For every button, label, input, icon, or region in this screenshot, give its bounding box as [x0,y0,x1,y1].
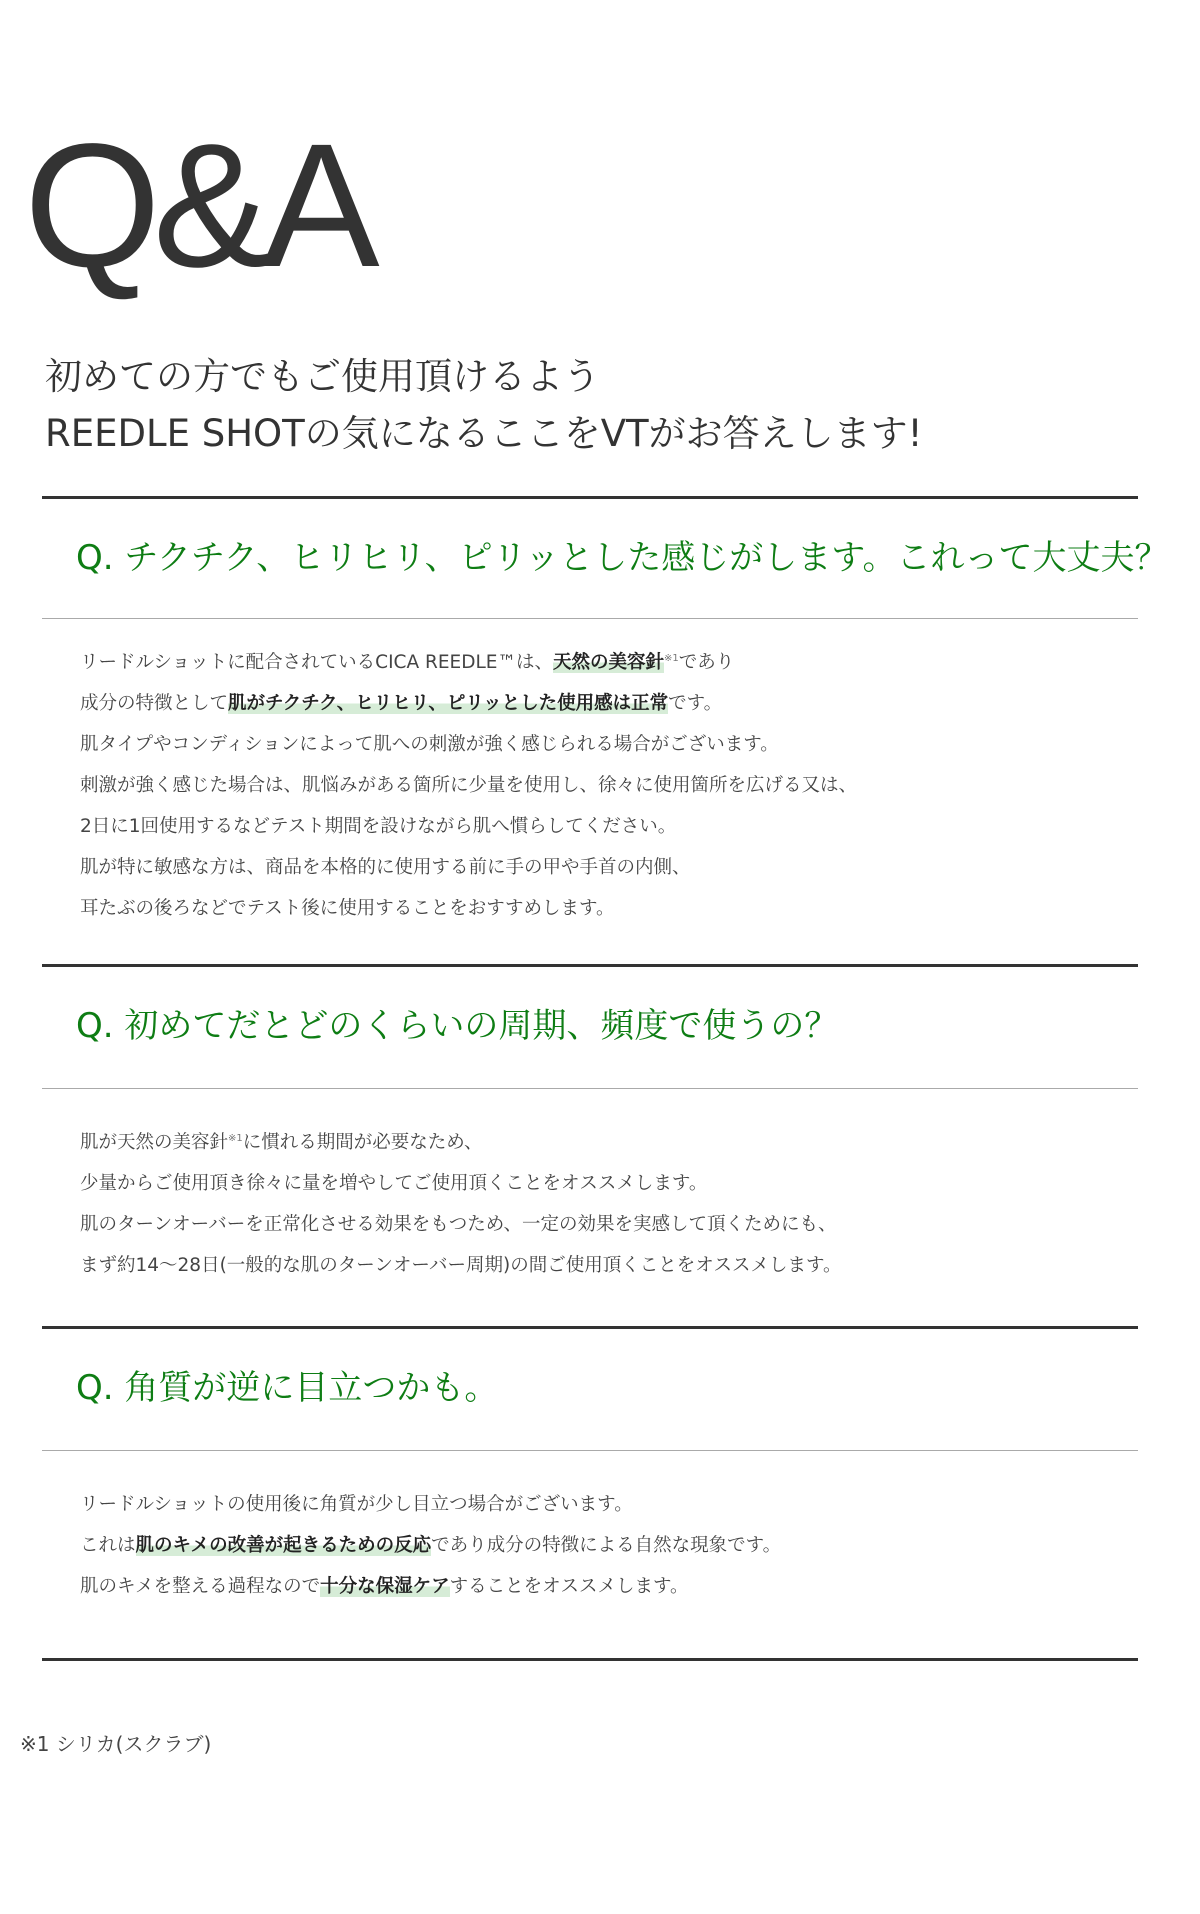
answer-line: まず約14～28日(一般的な肌のターンオーバー周期)の間ご使用頂くことをオススメします。 [80,1255,842,1276]
answer-line: リードルショットに配合されているCICA REEDLE™は、天然の美容針$^{※1}$であり [80,652,735,673]
section-divider [42,496,1138,499]
answer-line: これは肌のキメの改善が起きるための反応であり成分の特徴による自然な現象です。 [80,1535,782,1556]
question-1: Q. チクチク、ヒリヒリ、ピリッとした感じがします。これって大丈夫？ [76,538,1169,578]
answer-highlight: 天然の美容針 [552,652,664,673]
answer-line: 肌タイプやコンディションによって肌への刺激が強く感じられる場合がございます。 [80,734,779,755]
answer-line: 耳たぶの後ろなどでテスト後に使用することをおすすめします。 [80,898,615,919]
answer-line: 少量からご使用頂き徐々に量を増やしてご使用頂くことをオススメします。 [80,1173,708,1194]
answer-highlight: 十分な保湿ケア [320,1576,450,1597]
intro-line-2: REEDLE SHOTの気になるここをVTがお答えします! [45,412,923,455]
question-divider [42,1450,1138,1451]
answer-line: 肌のターンオーバーを正常化させる効果をもつため、一定の効果を実感して頂くためにも、 [80,1214,837,1235]
question-divider [42,1088,1138,1089]
page-title: Q&A [24,108,372,304]
answer-line: リードルショットの使用後に角質が少し目立つ場合がございます。 [80,1494,633,1515]
answer-2 [80,1122,842,1286]
answer-highlight: 肌のキメの改善が起きるための反応 [135,1535,432,1556]
footnote-ref: ※1 [228,1132,243,1144]
section-divider [42,1658,1138,1661]
question-divider [42,618,1138,619]
intro-text [45,348,1145,462]
footnote: ※1 シリカ(スクラブ) [20,1732,212,1756]
section-divider [42,1326,1138,1329]
answer-highlight: 肌がチクチク、ヒリヒリ、ピリッとした使用感は正常 [228,693,669,714]
question-2: Q. 初めてだとどのくらいの周期、頻度で使うの？ [76,1006,839,1046]
footnote-ref: ※1 [664,652,679,664]
question-3: Q. 角質が逆に目立つかも。 [76,1368,499,1408]
answer-1 [80,642,857,929]
answer-line: 刺激が強く感じた場合は、肌悩みがある箇所に少量を使用し、徐々に使用箇所を広げる又は、 [80,775,858,796]
answer-line: 肌が天然の美容針$^{※1}$に慣れる期間が必要なため、 [80,1132,483,1153]
section-divider [42,964,1138,967]
answer-line: 肌のキメを整える過程なので十分な保湿ケアすることをオススメします。 [80,1576,689,1597]
answer-3 [80,1484,781,1607]
answer-line: 2日に1回使用するなどテスト期間を設けながら肌へ慣らしてください。 [80,816,677,837]
answer-line: 成分の特徴として肌がチクチク、ヒリヒリ、ピリッとした使用感は正常です。 [80,693,723,714]
answer-line: 肌が特に敏感な方は、商品を本格的に使用する前に手の甲や手首の内側、 [80,857,691,878]
intro-line-1: 初めての方でもご使用頂けるよう [45,355,600,398]
